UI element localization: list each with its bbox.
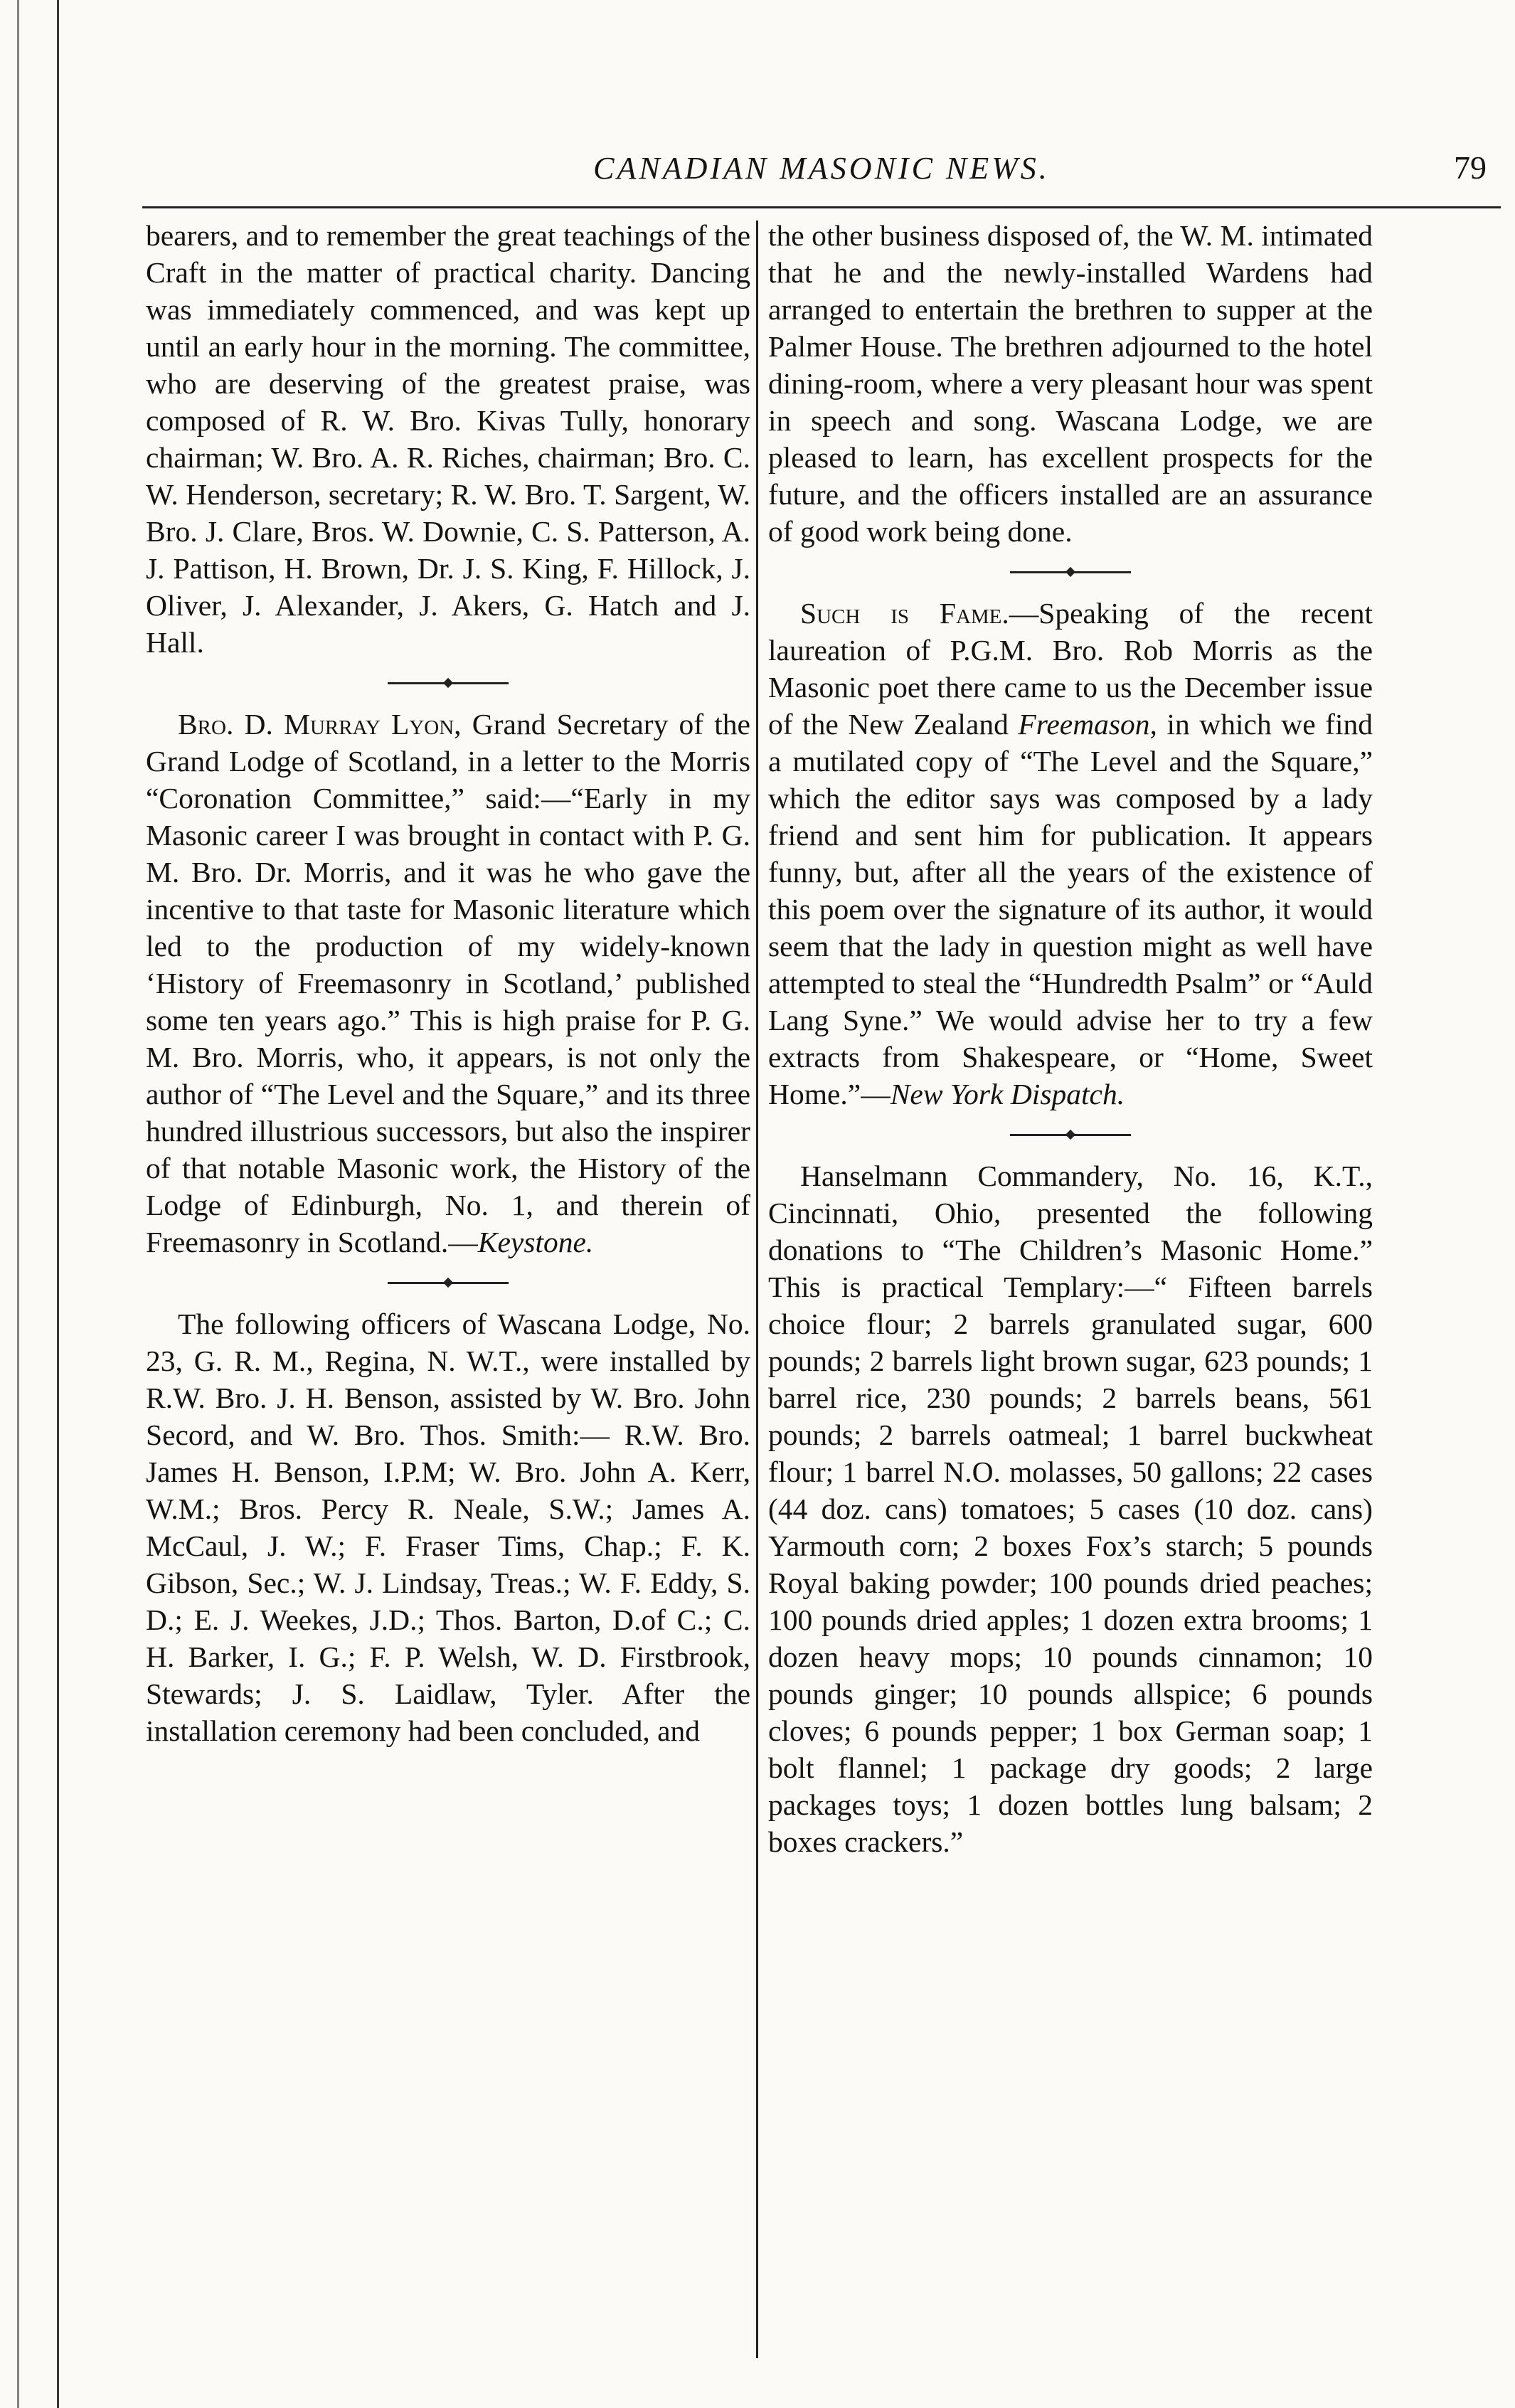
article-paragraph — [146, 706, 750, 1261]
header-rule — [142, 206, 1501, 208]
article-lead: Bro. D. Murray Lyon, — [178, 708, 462, 741]
section-separator — [1010, 1134, 1131, 1136]
page-header — [149, 146, 1494, 196]
article-paragraph: The following officers of Wascana Lodge, No. 23, G. R. M., Regina, N. W.T., were installed by R.W. Bro. J. H. Benson, assisted by W. Bro. John Secord, and W. Bro. Thos. Smith:— R.W. Bro. James H. Benson, I.P.M; W. Bro. John A. Kerr, W.M.; Bros. Percy R. Neale, S.W.; James A. McCaul, J. W.; F. Fraser Tims, Chap.; F. K. Gibson, Sec.; W. J. Lindsay, Treas.; W. F. Eddy, S. D.; E. J. Weekes, J.D.; Thos. Barton, D.of C.; C. H. Barker, I. G.; F. P. Welsh, W. D. Firstbrook, Stewards; J. S. Laidlaw, Tyler. After the installation ceremony had been concluded, and — [146, 1308, 750, 1747]
article-body: —Speaking of the recent laureation of P.G.M. Bro. Rob Morris as the Masonic poet there came to us the December issue of the New Zealand — [768, 597, 1373, 741]
running-title: CANADIAN MASONIC NEWS. — [593, 151, 1050, 186]
article-paragraph — [768, 595, 1373, 1113]
article-paragraph: Hanselmann Commandery, No. 16, K.T., Cincinnati, Ohio, presented the following donations to “The Children’s Masonic Home.” This is practical Templary:—“ Fifteen barrels choice flour; 2 barrels granulated sugar, 600 pounds; 2 barrels light brown sugar, 623 pounds; 1 barrel rice, 230 pounds; 2 barrels beans, 561 pounds; 2 barrels oatmeal; 1 barrel buckwheat flour; 1 barrel N.O. molasses, 50 gallons; 22 cases (44 doz. cans) tomatoes; 5 cases (10 doz. cans) Yarmouth corn; 2 boxes Fox’s starch; 5 pounds Royal baking powder; 100 pounds dried peaches; 100 pounds dried apples; 1 dozen extra brooms; 1 dozen heavy mops; 10 pounds cinnamon; 10 pounds ginger; 10 pounds allspice; 6 pounds cloves; 6 pounds pepper; 1 box German soap; 1 bolt flannel; 1 package dry goods; 2 large packages toys; 1 dozen bottles lung balsam; 2 boxes crackers.” — [768, 1160, 1373, 1858]
article-lead: Such is Fame. — [800, 597, 1009, 630]
article-source: New York Dispatch. — [890, 1078, 1125, 1110]
section-separator — [1010, 571, 1131, 573]
column-rule — [756, 221, 758, 2358]
right-column — [768, 217, 1373, 2365]
section-separator — [388, 682, 509, 684]
page-edge-rule — [57, 0, 59, 2408]
page-number: 79 — [1454, 149, 1487, 186]
article-paragraph: the other business disposed of, the W. M. intimated that he and the newly-installed Wardens had arranged to entertain the brethren to supper at the Palmer House. The brethren adjourned to the hotel dining-room, where a very pleasant hour was spent in speech and song. Wascana Lodge, we are pleased to learn, has excellent prospects for the future, and the officers installed are an assurance of good work being done. — [768, 219, 1373, 548]
article-paragraph: bearers, and to remember the great teachings of the Craft in the matter of practical charity. Dancing was immediately commenced, and was kept up until an early hour in the morning. The committee, who are deserving of the greatest praise, was composed of R. W. Bro. Kivas Tully, honorary chairman; W. Bro. A. R. Riches, chairman; Bro. C. W. Henderson, secretary; R. W. Bro. T. Sargent, W. Bro. J. Clare, Bros. W. Downie, C. S. Patterson, A. J. Pattison, H. Brown, Dr. J. S. King, F. Hillock, J. Oliver, J. Alexander, J. Akers, G. Hatch and J. Hall. — [146, 219, 750, 659]
section-separator — [388, 1282, 509, 1284]
page-edge-rule — [17, 0, 19, 2408]
article-source: Keystone. — [477, 1226, 594, 1258]
article-body: Grand Secretary of the Grand Lodge of Scotland, in a letter to the Morris “Coronation Committee,” said:—“Early in my Masonic career I was brought in contact with P. G. M. Bro. Dr. Morris, and it was he who gave the incentive to that taste for Masonic literature which led to the production of my widely-known ‘History of Freemasonry in Scotland,’ published some ten years ago.” This is high praise for P. G. M. Bro. Morris, who, it appears, is not only the author of “The Level and the Square,” and its three hundred illustrious successors, but also the inspirer of that notable Masonic work, the History of the Lodge of Edinburgh, No. 1, and therein of Freemasonry in Scotland.— — [146, 708, 750, 1258]
article-body: in which we find a mutilated copy of “The Level and the Square,” which the editor says was composed by a lady friend and sent him for publication. It appears funny, but, after all the years of the existence of this poem over the signature of its author, it would seem that the lady in question might as well have attempted to steal the “Hundredth Psalm” or “Auld Lang Syne.” We would advise her to try a few extracts from Shakespeare, or “Home, Sweet Home.”— — [768, 708, 1373, 1110]
left-column — [146, 217, 750, 2365]
publication-name: Freemason, — [1018, 708, 1157, 741]
